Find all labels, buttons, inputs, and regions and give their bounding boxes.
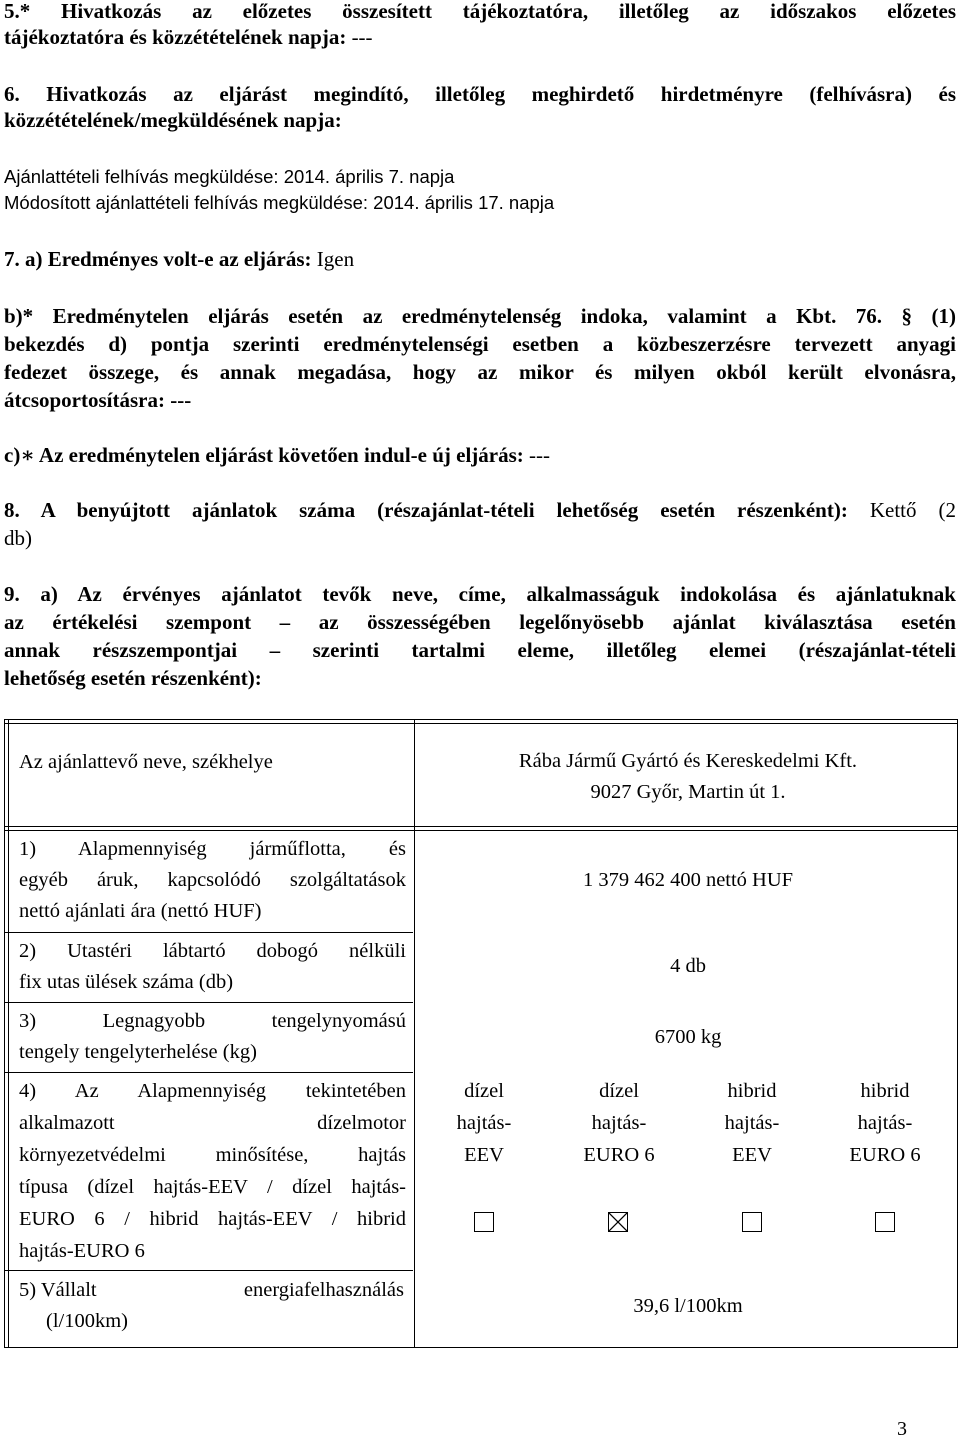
modified-invitation-date: Módosított ajánlattételi felhívás megküldése: 2014. április 17. napja — [4, 192, 555, 213]
section-7b-tail: (1) — [912, 304, 956, 328]
section-6-line-1: 6. Hivatkozás az eljárást megindító, illetőleg meghirdető hirdetményre (felhívásra) és — [4, 82, 956, 106]
row-3-value: 6700 kg — [654, 1026, 722, 1048]
row-5-label-a: 5) Vállalt — [19, 1279, 97, 1301]
section-5-label: tájékoztatóra és közzétételének napja: — [4, 25, 347, 49]
row-4-label-line-4: típusa (dízel hajtás-EEV / dízel hajtás- — [19, 1176, 406, 1198]
drive-option-diesel-euro6 — [559, 1075, 679, 1171]
checkbox-hybrid-eev[interactable] — [742, 1212, 762, 1232]
option-line: EURO 6 — [583, 1144, 655, 1166]
row-4-label-line-1: 4) Az Alapmennyiség tekintetében — [19, 1080, 406, 1102]
option-line: dízel — [599, 1080, 639, 1102]
option-line: dízel — [464, 1080, 504, 1102]
row-bidder-address: 9027 Győr, Martin út 1. — [590, 781, 786, 803]
row-4-label-line-6: hajtás-EURO 6 — [19, 1240, 145, 1262]
row-3-label-line-2: tengely tengelyterhelése (kg) — [19, 1041, 257, 1063]
section-7b-line-3: fedezet összege, és annak megadása, hogy az mikor és milyen okból került elvonásra, — [4, 360, 956, 384]
option-line: EEV — [464, 1144, 504, 1166]
row-5-label-line-1 — [19, 1275, 406, 1306]
row-5-value: 39,6 l/100km — [633, 1295, 743, 1317]
row-4-label-line-5: EURO 6 / hibrid hajtás-EEV / hibrid — [19, 1208, 406, 1230]
page-number: 3 — [897, 1418, 907, 1440]
section-7b-line-2: bekezdés d) pontja szerinti eredménytelenségi esetben a közbeszerzésre tervezett anyagi — [4, 332, 956, 356]
drive-option-hybrid-eev — [692, 1075, 812, 1171]
section-9-line-3: annak részszempontjai – szerinti tartalmi eleme, illetőleg elemei (részajánlat-tételi — [4, 638, 956, 662]
section-7c — [4, 441, 550, 470]
checkbox-diesel-euro6[interactable] — [608, 1212, 628, 1232]
row-1-label-line-1: 1) Alapmennyiség járműflotta, és — [19, 838, 406, 860]
section-9-line-4: lehetőség esetén részenként): — [4, 666, 262, 690]
paragraph-sign-icon: § — [901, 304, 913, 328]
invitation-sent-date: Ajánlattételi felhívás megküldése: 2014. április 7. napja — [4, 166, 455, 187]
section-5-line-2 — [4, 23, 373, 52]
section-8-line-1 — [4, 496, 956, 525]
section-7c-prefix: c) — [4, 443, 21, 467]
section-5-line-1: 5.* Hivatkozás az előzetes összesített tájékoztatóra, illetőleg az időszakos előzetes — [4, 0, 956, 23]
row-bidder-name: Rába Jármű Gyártó és Kereskedelmi Kft. — [518, 750, 858, 772]
section-7b-line-1 — [4, 302, 956, 331]
section-7c-value: --- — [523, 443, 551, 467]
offer-table — [4, 719, 958, 1348]
section-7b-line-4: átcsoportosításra: --- — [4, 388, 192, 412]
option-line: hibrid — [727, 1080, 777, 1102]
section-7c-label: Az eredménytelen eljárást követően indul-e új eljárás: — [34, 443, 524, 467]
section-7a-value: Igen — [311, 247, 355, 271]
section-9-line-2: az értékelési szempont – az összességében legelőnyösebb ajánlat kiválasztása esetén — [4, 610, 956, 634]
option-line: EURO 6 — [849, 1144, 921, 1166]
option-line: hajtás- — [857, 1112, 913, 1134]
row-2-label-line-2: fix utas ülések száma (db) — [19, 971, 234, 993]
option-line: hajtás- — [724, 1112, 780, 1134]
section-8-label: 8. A benyújtott ajánlatok száma (részajánlat-tételi lehetőség esetén részenként): — [4, 498, 848, 522]
row-2-label-line-1: 2) Utastéri lábtartó dobogó nélküli — [19, 940, 406, 962]
option-line: hajtás- — [456, 1112, 512, 1134]
drive-option-hybrid-euro6 — [825, 1075, 945, 1171]
section-8-line-2: db) — [4, 526, 32, 550]
section-5-value: --- — [346, 25, 373, 49]
section-9-line-1: 9. a) Az érvényes ajánlatot tevők neve, címe, alkalmasságuk indokolása és ajánlatuknak — [4, 582, 956, 606]
option-line: hajtás- — [591, 1112, 647, 1134]
row-1-value: 1 379 462 400 nettó HUF — [582, 869, 794, 891]
row-2-value: 4 db — [670, 955, 706, 977]
section-7a-label: 7. a) Eredményes volt-e az eljárás: — [4, 247, 312, 271]
section-7a — [4, 245, 354, 274]
asterisk-icon: ∗ — [20, 443, 35, 467]
checkbox-diesel-eev[interactable] — [474, 1212, 494, 1232]
drive-option-diesel-eev — [424, 1075, 544, 1171]
option-line: EEV — [732, 1144, 772, 1166]
section-7b-text: b)* Eredménytelen eljárás esetén az eredménytelenség indoka, valamint a Kbt. 76. — [4, 304, 883, 328]
row-1-label-line-3: nettó ajánlati ára (nettó HUF) — [19, 900, 262, 922]
checkbox-hybrid-euro6[interactable] — [875, 1212, 895, 1232]
row-3-label-line-1: 3) Legnagyobb tengelynyomású — [19, 1010, 406, 1032]
row-1-label-line-2: egyéb áruk, kapcsolódó szolgáltatások — [19, 869, 406, 891]
section-8-value: Kettő (2 — [847, 498, 956, 522]
row-5-label-b: energiafelhasználás — [243, 1279, 404, 1301]
option-line: hibrid — [860, 1080, 910, 1102]
row-bidder-label: Az ajánlattevő neve, székhelye — [19, 751, 273, 773]
row-4-label-line-3: környezetvédelmi minősítése, hajtás — [19, 1144, 406, 1166]
check-x-icon — [609, 1213, 627, 1231]
row-5-label-line-2: (l/100km) — [46, 1310, 128, 1332]
row-4-label-line-2: alkalmazott dízelmotor — [19, 1112, 406, 1134]
section-6-line-2: közzétételének/megküldésének napja: — [4, 108, 342, 132]
